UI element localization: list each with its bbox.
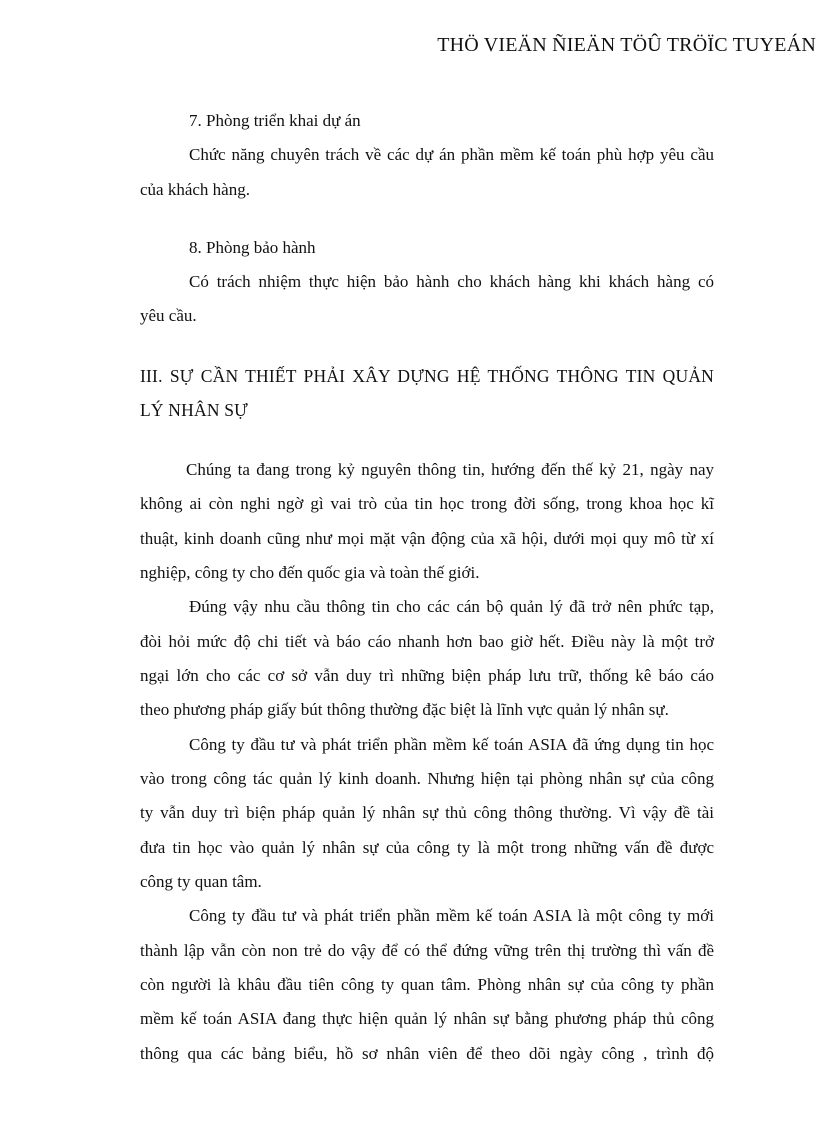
paragraph-2-line-3: ngại lớn cho các cơ sở vẫn duy trì những biện pháp lưu trữ, thống kê báo cáo bbox=[140, 666, 714, 685]
paragraph-1-line-1: Chúng ta đang trong kỷ nguyên thông tin, hướng đến thế kỷ 21, ngày nay bbox=[186, 460, 714, 479]
section-3-heading-line-2: LÝ NHÂN SỰ bbox=[140, 400, 248, 420]
section-7-line-1: Chức năng chuyên trách về các dự án phần mềm kế toán phù hợp yêu cầu bbox=[189, 145, 714, 164]
page-header-title: THÖ VIEÄN ÑIEÄN TÖÛ TRÖÏC TUYEÁN bbox=[437, 34, 816, 56]
section-7-title: 7. Phòng triển khai dự án bbox=[189, 111, 361, 130]
paragraph-1-line-3: thuật, kinh doanh cũng như mọi mặt vận động của xã hội, dưới mọi quy mô từ xí bbox=[140, 529, 714, 548]
section-3-heading-line-1: III. SỰ CẦN THIẾT PHẢI XÂY DỰNG HỆ THỐNG THÔNG TIN QUẢN bbox=[140, 366, 714, 386]
paragraph-1-line-4: nghiệp, công ty cho đến quốc gia và toàn thế giới. bbox=[140, 563, 480, 582]
paragraph-3-line-1: Công ty đầu tư và phát triển phần mềm kế toán ASIA đã ứng dụng tin học bbox=[189, 735, 714, 754]
paragraph-4-line-5: thông qua các bảng biểu, hồ sơ nhân viên để theo dõi ngày công , trình độ bbox=[140, 1044, 714, 1063]
section-8-line-1: Có trách nhiệm thực hiện bảo hành cho khách hàng khi khách hàng có bbox=[189, 272, 714, 291]
paragraph-4-line-3: còn người là khâu đầu tiên công ty quan tâm. Phòng nhân sự của công ty phần bbox=[140, 975, 714, 994]
paragraph-3-line-4: đưa tin học vào quản lý nhân sự của công ty là một trong những vấn đề được bbox=[140, 838, 714, 857]
section-7-line-2: của khách hàng. bbox=[140, 180, 250, 199]
paragraph-3-line-5: công ty quan tâm. bbox=[140, 872, 262, 891]
section-8-title: 8. Phòng bảo hành bbox=[189, 238, 316, 257]
paragraph-4-line-2: thành lập vẫn còn non trẻ do vậy để có thể đứng vững trên thị trường thì vấn đề bbox=[140, 941, 714, 960]
paragraph-4-line-4: mềm kế toán ASIA đang thực hiện quản lý nhân sự bằng phương pháp thủ công bbox=[140, 1009, 714, 1028]
paragraph-1-line-2: không ai còn nghi ngờ gì vai trò của tin học trong đời sống, trong khoa học kĩ bbox=[140, 494, 714, 513]
section-8-line-2: yêu cầu. bbox=[140, 306, 197, 325]
paragraph-2-line-2: đòi hỏi mức độ chi tiết và báo cáo nhanh hơn bao giờ hết. Điều này là một trở bbox=[140, 632, 714, 651]
paragraph-3-line-3: ty vẫn duy trì biện pháp quản lý nhân sự thủ công thông thường. Vì vậy đề tài bbox=[140, 803, 714, 822]
paragraph-2-line-4: theo phương pháp giấy bút thông thường đặc biệt là lĩnh vực quản lý nhân sự. bbox=[140, 700, 669, 719]
paragraph-4-line-1: Công ty đầu tư và phát triển phần mềm kế toán ASIA là một công ty mới bbox=[189, 906, 714, 925]
paragraph-3-line-2: vào trong công tác quản lý kinh doanh. Nhưng hiện tại phòng nhân sự của công bbox=[140, 769, 714, 788]
paragraph-2-line-1: Đúng vậy nhu cầu thông tin cho các cán bộ quản lý đã trở nên phức tạp, bbox=[189, 597, 714, 616]
